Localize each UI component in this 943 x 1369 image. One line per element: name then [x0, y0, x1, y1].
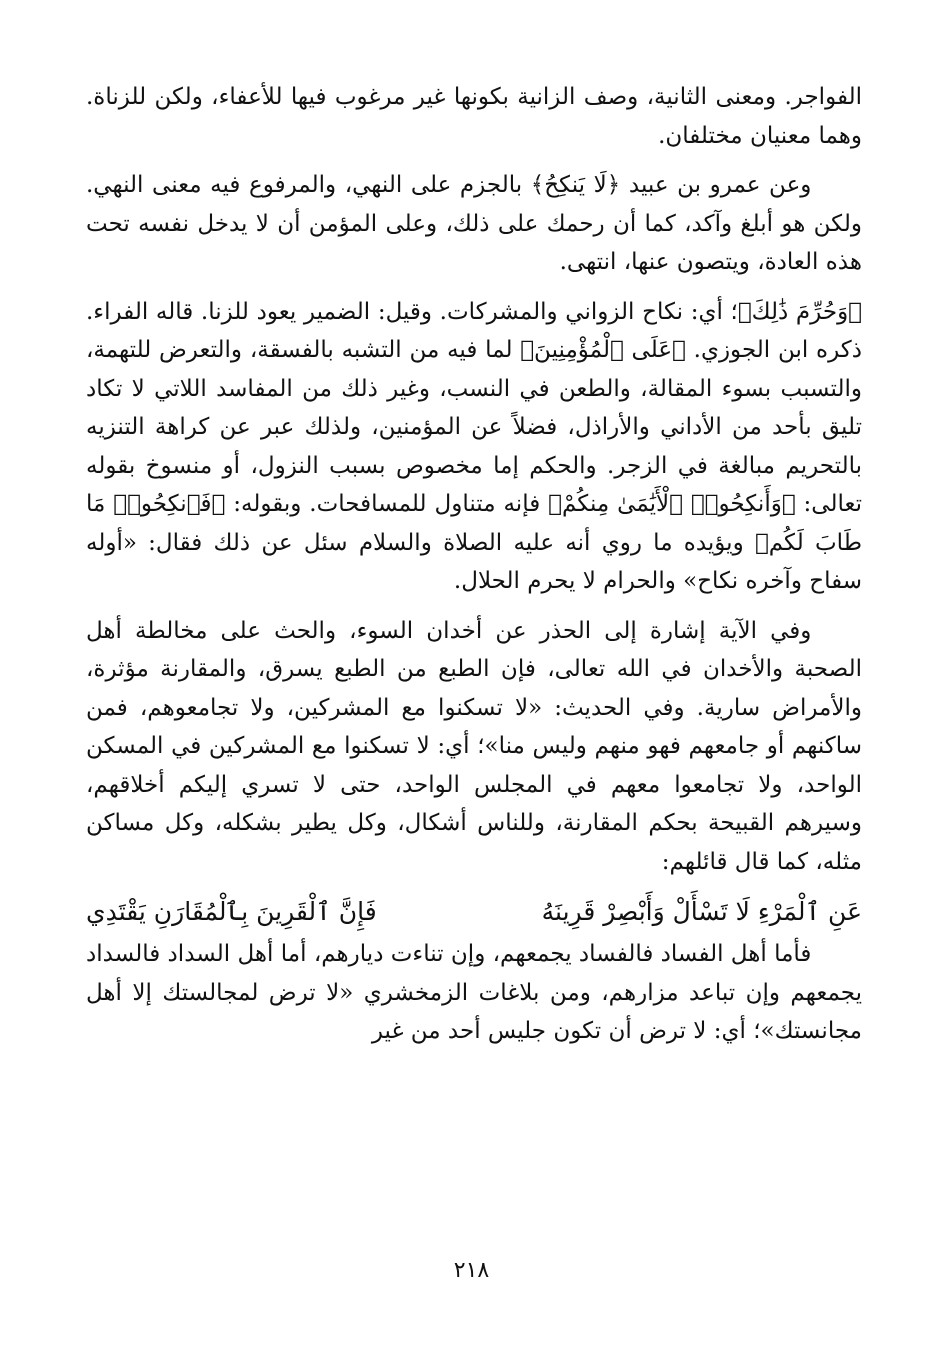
paragraph-amr-ibn-ubayd: وعن عمرو بن عبيد ﴿لَا يَنكِحُ﴾ بالجزم على النهي، والمرفوع فيه معنى النهي. ولكن هو أبلغ وآكد، كما أن رحمك على ذلك، وعلى المؤمن أن لا يدخل نفسه تحت هذه العادة، ويتصون عنها، انتهى.: [86, 172, 862, 275]
paragraph-closing: فأما أهل الفساد فالفساد يجمعهم، وإن تناءت ديارهم، أما أهل السداد فالسداد يجمعهم وإن تباعد مزارهم، ومن بلاغات الزمخشري «لا ترض لمجالستك إلا أهل مجانستك»؛ أي: لا ترض أن تكون جليس أحد من غير: [86, 941, 862, 1044]
page-body: [86, 78, 862, 1051]
page-number: ٢١٨: [453, 1258, 490, 1283]
paragraph-companionship: وفي الآية إشارة إلى الحذر عن أخدان السوء، والحث على مخالطة أهل الصحبة والأخدان في الله تعالى، فإن الطبع من الطبع يسرق، والمقارنة مؤثرة، والأمراض سارية. وفي الحديث: «لا تسكنوا مع المشركين، ولا تجامعوهم، فمن ساكنهم أو جامعهم فهو منهم وليس منا»؛ أي: لا تسكنوا مع المشركين في المسكن الواحد، ولا تجامعوا معهم في المجلس الواحد، حتى لا تسري إليكم أخلاقهم، وسيرهم القبيحة بحكم المقارنة، وللناس أشكال، وكل يطير بشكله، وكل مساكن مثله، كما قال قائلهم:: [86, 617, 862, 875]
verse-first-hemistich: عَنِ ٱلْمَرْءِ لَا تَسْأَلْ وَأَبْصِرْ قَرِينَهُ: [541, 897, 862, 926]
poetry-verse: [86, 891, 862, 933]
paragraph-wa-hurrima-dhalika: ﴿وَحُرِّمَ ذَٰلِكَ﴾؛ أي: نكاح الزواني والمشركات. وقيل: الضمير يعود للزنا. قاله الفراء. ذكره ابن الجوزي. ﴿عَلَى ٱلْمُؤْمِنِينَ﴾ لما فيه من التشبه بالفسقة، والتعرض للتهمة، والتسبب بسوء المقالة، والطعن في النسب، وغير ذلك من المفاسد اللاتي لا تكاد تليق بأحد من الأداني والأراذل، فضلاً عن المؤمنين، ولذلك عبر عن كراهة التنزيه بالتحريم مبالغة في الزجر. والحكم إما مخصوص بسبب النزول، أو منسوخ بقوله تعالى: ﴿وَأَنكِحُوا۟ ٱلْأَيَٰمَىٰ مِنكُمْ﴾ فإنه متناول للمسافحات. وبقوله: ﴿فَٱنكِحُوا۟ مَا طَابَ لَكُم﴾ ويؤيده ما روي أنه عليه الصلاة والسلام سئل عن ذلك فقال: «أوله سفاح وآخره نكاح» والحرام لا يحرم الحلال.: [86, 298, 862, 594]
paragraph-continuation: الفواجر. ومعنى الثانية، وصف الزانية بكونها غير مرغوب فيها للأعفاء، ولكن للزناة. وهما معنيان مختلفان.: [86, 84, 862, 149]
verse-second-hemistich: فَإِنَّ ٱلْقَرِينَ بِٱلْمُقَارَنِ يَقْتَدِي: [86, 897, 377, 926]
